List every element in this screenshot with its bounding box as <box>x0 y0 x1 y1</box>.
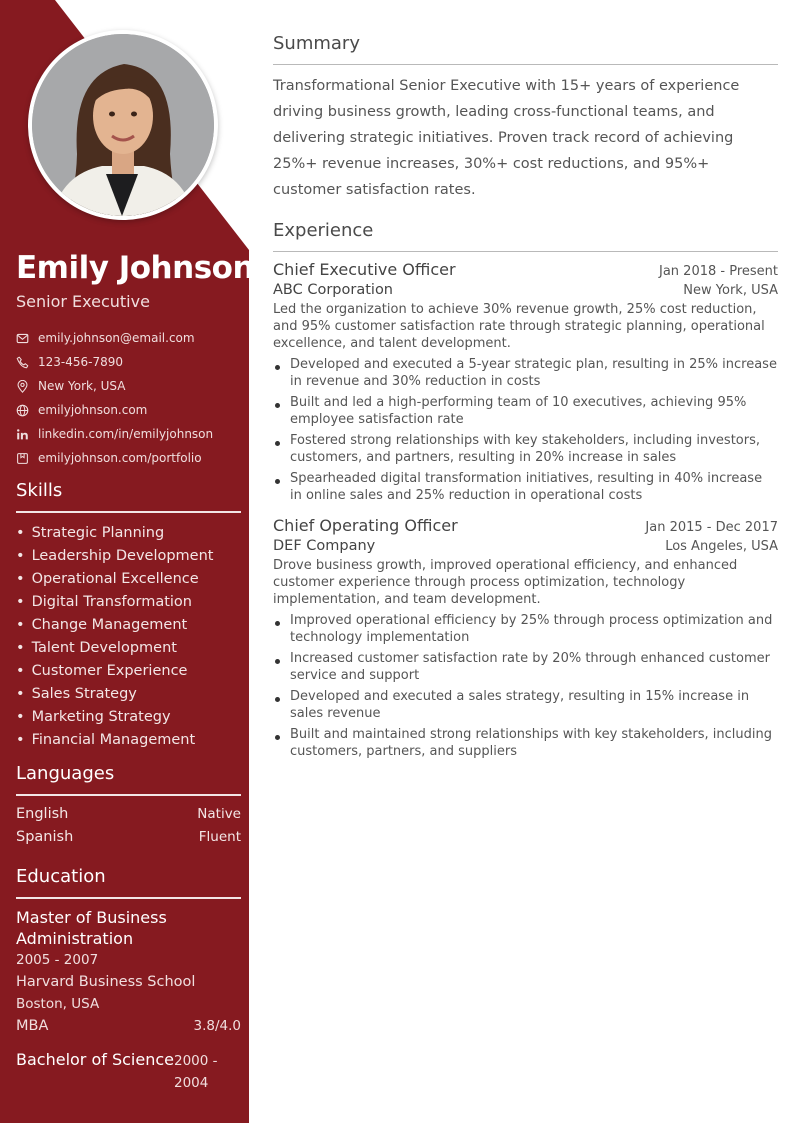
skill-item: • Customer Experience <box>16 660 241 683</box>
skills-section <box>16 478 241 752</box>
profile-photo-frame <box>28 30 218 220</box>
contact-email-text: emily.johnson@email.com <box>38 331 195 345</box>
contact-phone-text: 123-456-7890 <box>38 355 124 369</box>
skill-item: • Marketing Strategy <box>16 706 241 729</box>
education-divider <box>16 897 241 899</box>
phone-icon <box>16 356 29 369</box>
contact-email[interactable] <box>16 326 241 350</box>
contact-portfolio[interactable] <box>16 446 241 470</box>
job-location: New York, USA <box>683 283 778 298</box>
job-bullet: Built and led a high-performing team of 10 executives, achieving 95% employee satisfaction rate <box>273 394 778 428</box>
job-company: DEF Company <box>273 538 376 554</box>
skills-list <box>16 522 241 752</box>
job-bullet: Spearheaded digital transformation initiatives, resulting in 40% increase in online sales and 25% reduction in operational costs <box>273 470 778 504</box>
skill-item: • Financial Management <box>16 729 241 752</box>
education-field: MBA <box>16 1018 49 1034</box>
education-years: 2005 - 2007 <box>16 952 99 968</box>
main-content <box>273 0 778 764</box>
contact-location <box>16 374 241 398</box>
candidate-name: Emily Johnson <box>16 250 255 286</box>
language-name: Spanish <box>16 829 74 845</box>
job-company: ABC Corporation <box>273 282 394 298</box>
languages-heading: Languages <box>16 763 115 784</box>
globe-icon <box>16 404 29 417</box>
summary-text: Transformational Senior Executive with 15+ years of experience driving business growth, leading cross-functional teams, and delivering strategic initiatives. Proven track record of achieving 25%+ revenue increases, 30%+ cost reductions, and 95%+ customer satisfaction rates. <box>273 78 740 198</box>
linkedin-icon <box>16 428 29 441</box>
summary-divider <box>273 64 778 65</box>
portrait-image <box>32 34 214 216</box>
skill-item: • Sales Strategy <box>16 683 241 706</box>
education-school: Harvard Business School <box>16 974 196 990</box>
job-description: Drove business growth, improved operational efficiency, and enhanced customer experience through process optimization, technology implementation, and team development. <box>273 558 738 607</box>
contact-portfolio-text: emilyjohnson.com/portfolio <box>38 451 202 465</box>
education-heading: Education <box>16 866 106 887</box>
experience-divider <box>273 251 778 252</box>
languages-section <box>16 761 241 849</box>
language-level: Fluent <box>198 829 241 845</box>
portfolio-icon <box>16 452 29 465</box>
contact-location-text: New York, USA <box>38 379 126 393</box>
education-entry <box>16 1049 241 1091</box>
job-dates: Jan 2018 - Present <box>659 264 778 279</box>
language-level: Native <box>197 806 241 822</box>
language-row <box>16 826 241 849</box>
job-dates: Jan 2015 - Dec 2017 <box>645 520 778 535</box>
email-icon <box>16 332 29 345</box>
skill-item: • Operational Excellence <box>16 568 241 591</box>
job-description: Led the organization to achieve 30% revenue growth, 25% cost reduction, and 95% customer satisfaction rate through strategic planning, operational excellence, and talent development. <box>273 302 765 351</box>
contact-linkedin-text: linkedin.com/in/emilyjohnson <box>38 427 214 441</box>
education-section <box>16 864 241 1091</box>
education-entry <box>16 907 241 1037</box>
languages-divider <box>16 794 241 796</box>
job-title: Chief Executive Officer <box>273 260 456 279</box>
contact-linkedin[interactable] <box>16 422 241 446</box>
education-gpa: 3.8/4.0 <box>193 1018 241 1034</box>
summary-heading: Summary <box>273 33 360 54</box>
skill-item: • Strategic Planning <box>16 522 241 545</box>
education-years: 2000 - 2004 <box>174 1053 218 1091</box>
education-degree: Master of Business Administration <box>16 908 167 948</box>
education-degree: Bachelor of Science <box>16 1050 174 1069</box>
language-name: English <box>16 806 69 822</box>
contact-list <box>16 326 241 470</box>
profile-photo <box>32 34 214 216</box>
job-bullet: Developed and executed a 5-year strategic plan, resulting in 25% increase in revenue and 30% reduction in costs <box>273 356 778 390</box>
job-bullets <box>273 612 778 760</box>
experience-heading: Experience <box>273 220 374 241</box>
job-bullet: Fostered strong relationships with key stakeholders, including investors, customers, and partners, resulting in 20% increase in sales <box>273 432 778 466</box>
location-icon <box>16 380 29 393</box>
job-bullet: Developed and executed a sales strategy, resulting in 15% increase in sales revenue <box>273 688 778 722</box>
experience-section <box>273 218 778 760</box>
job-location: Los Angeles, USA <box>665 539 778 554</box>
contact-website-text: emilyjohnson.com <box>38 403 148 417</box>
summary-section <box>273 31 778 203</box>
skills-divider <box>16 511 241 513</box>
job-bullet: Built and maintained strong relationships with key stakeholders, including customers, partners, and suppliers <box>273 726 778 760</box>
skill-item: • Leadership Development <box>16 545 241 568</box>
education-location: Boston, USA <box>16 996 100 1012</box>
candidate-title: Senior Executive <box>16 292 150 311</box>
sidebar <box>0 0 255 1123</box>
skill-item: • Digital Transformation <box>16 591 241 614</box>
job-title: Chief Operating Officer <box>273 516 458 535</box>
language-row <box>16 803 241 826</box>
job-bullet: Increased customer satisfaction rate by 20% through enhanced customer service and support <box>273 650 778 684</box>
job-entry <box>273 260 778 504</box>
skills-heading: Skills <box>16 480 63 501</box>
contact-website[interactable] <box>16 398 241 422</box>
job-bullet: Improved operational efficiency by 25% through process optimization and technology implementation <box>273 612 778 646</box>
job-bullets <box>273 356 778 504</box>
skill-item: • Change Management <box>16 614 241 637</box>
job-entry <box>273 516 778 760</box>
skill-item: • Talent Development <box>16 637 241 660</box>
contact-phone[interactable] <box>16 350 241 374</box>
